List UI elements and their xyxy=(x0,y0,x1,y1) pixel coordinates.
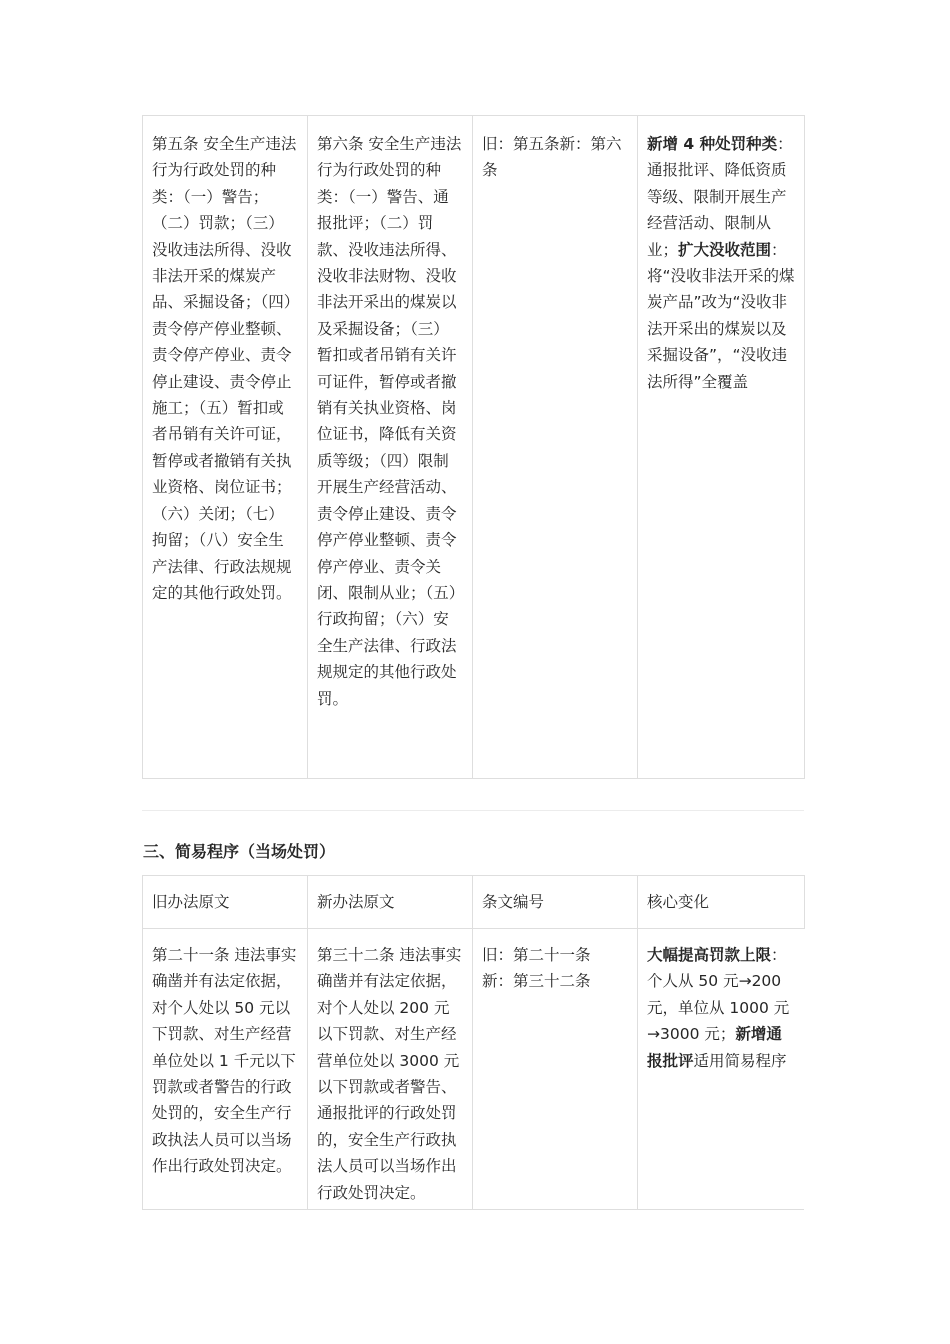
core-change-cell xyxy=(638,925,805,1210)
core-change-cell xyxy=(638,116,805,779)
column-header-new: 新办法原文 xyxy=(308,876,473,929)
article-number-cell: 旧：第五条新：第六条 xyxy=(473,116,638,779)
column-header-change: 核心变化 xyxy=(638,876,805,929)
comparison-table-summary-procedure xyxy=(142,925,804,1210)
change-highlight: 新增 4 种处罚种类 xyxy=(647,135,778,153)
new-provision-cell: 第六条 安全生产违法行为行政处罚的种类：（一）警告、通报批评；（二）罚款、没收违法所得、没收非法财物、没收非法开采出的煤炭以及采掘设备；（三）暂扣或者吊销有关许可证件，暂停或者撤销有关执业资格、岗位证书，降低有关资质等级；（四）限制开展生产经营活动、责令停止建设、责令停产停业整顿、责令停产停业、责令关闭、限制从业；（五）行政拘留；（六）安全生产法律、行政法规规定的其他行政处罚。 xyxy=(308,116,473,779)
old-provision-cell: 第二十一条 违法事实确凿并有法定依据，对个人处以 50 元以下罚款、对生产经营单位处以 1 千元以下罚款或者警告的行政处罚的，安全生产行政执法人员可以当场作出行政处罚决定。 xyxy=(143,925,308,1210)
column-header-number: 条文编号 xyxy=(473,876,638,929)
change-highlight: 扩大没收范围 xyxy=(678,240,772,259)
comparison-table-body xyxy=(142,925,804,1210)
change-text: ：通报批评、降低资质等级、限制开展生产经营活动、限制从业； xyxy=(647,135,793,259)
comparison-table-header xyxy=(142,875,805,929)
table-row xyxy=(143,925,805,1210)
article-number-cell xyxy=(473,925,638,1210)
new-provision-cell: 第三十二条 违法事实确凿并有法定依据，对个人处以 200 元以下罚款、对生产经营单位处以 3000 元以下罚款或者警告、通报批评的行政处罚的，安全生产行政执法人员可以当场作出行政处罚决定。 xyxy=(308,925,473,1210)
table-header-row xyxy=(143,876,805,929)
section-divider xyxy=(142,810,804,811)
change-highlight: 新增通报批评 xyxy=(647,1025,782,1070)
column-header-old: 旧办法原文 xyxy=(143,876,308,929)
change-text: ：将“没收非法开采的煤炭产品”改为“没收非法开采出的煤炭以及采掘设备”，“没收违法所得”全覆盖 xyxy=(647,240,795,391)
table-row xyxy=(143,116,805,779)
old-provision-cell: 第五条 安全生产违法行为行政处罚的种类：（一）警告；（二）罚款；（三）没收违法所得、没收非法开采的煤炭产品、采掘设备；（四）责令停产停业整顿、责令停产停业、责令停止建设、责令停止施工；（五）暂扣或者吊销有关许可证，暂停或者撤销有关执业资格、岗位证书；（六）关闭；（七）拘留；（八）安全生产法律、行政法规规定的其他行政处罚。 xyxy=(143,116,308,779)
change-text: ：个人从 50 元→200 元，单位从 1000 元→3000 元； xyxy=(647,946,790,1044)
section-heading: 三、简易程序（当场处罚） xyxy=(143,842,336,861)
article-number-old: 旧：第二十一条 xyxy=(482,946,591,964)
change-highlight: 大幅提高罚款上限 xyxy=(647,946,772,964)
change-text: 适用简易程序 xyxy=(693,1051,787,1070)
comparison-table-penalty-types xyxy=(142,115,805,779)
article-number-new: 新：第三十二条 xyxy=(482,972,591,991)
